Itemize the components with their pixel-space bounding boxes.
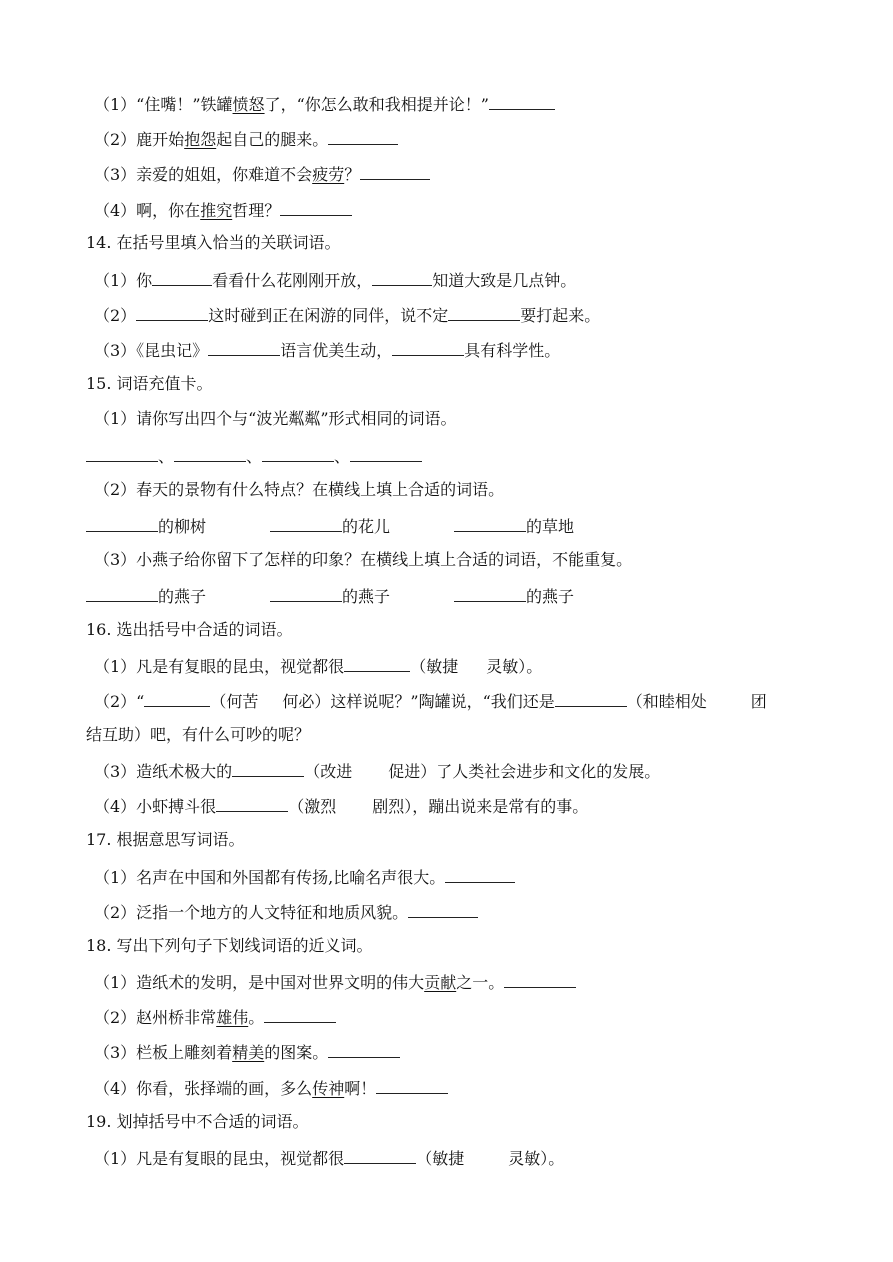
q16-item-2-text: （2）“ bbox=[94, 692, 145, 711]
q14-item-2-text-2: 这时碰到正在闲游的同伴，说不定 bbox=[208, 306, 449, 325]
q13-item-3-blank[interactable] bbox=[360, 162, 430, 180]
q17-title: 17. 根据意思写词语。 bbox=[86, 830, 245, 849]
q15-item-3-blank-1[interactable] bbox=[86, 584, 158, 602]
q15-item-2-blank-3[interactable] bbox=[454, 514, 526, 532]
q13-item-3 bbox=[94, 162, 430, 186]
q14-item-3-text-2: 语言优美生动， bbox=[280, 341, 393, 360]
q15-item-3-blank-3[interactable] bbox=[454, 584, 526, 602]
q14-item-1-blank-2[interactable] bbox=[372, 268, 432, 286]
q17-item-2-text: （2）泛指一个地方的人文特征和地质风貌。 bbox=[94, 903, 409, 922]
q13-item-4 bbox=[94, 198, 352, 222]
phrase: 的柳树 bbox=[158, 517, 207, 536]
q13-item-4-blank[interactable] bbox=[280, 198, 352, 216]
q18-item-2-text: （2）赵州桥非常 bbox=[94, 1008, 217, 1027]
q18-item-4-blank[interactable] bbox=[376, 1076, 448, 1094]
q16-item-2 bbox=[94, 689, 767, 713]
q14-title: 14. 在括号里填入恰当的关联词语。 bbox=[86, 233, 341, 252]
q14-item-3 bbox=[94, 338, 560, 362]
q18-item-4-text-end: 啊！ bbox=[344, 1079, 377, 1098]
q15-item-2-answers bbox=[86, 514, 574, 538]
option: （改进 bbox=[304, 762, 353, 781]
q15-item-3-blank-2[interactable] bbox=[270, 584, 342, 602]
option: 灵敏）。 bbox=[508, 1149, 565, 1168]
q13-item-1-underlined: 愤怒 bbox=[232, 95, 265, 114]
q18-item-1 bbox=[94, 970, 576, 994]
q13-item-2-underlined: 抱怨 bbox=[184, 130, 217, 149]
q15-item-3-answers bbox=[86, 584, 574, 608]
q14-item-3-text: （3）《昆虫记》 bbox=[94, 341, 209, 360]
q15-answer-blank-1[interactable] bbox=[86, 444, 158, 462]
phrase: 的燕子 bbox=[526, 587, 575, 606]
q16-item-2-blank-1[interactable] bbox=[144, 689, 210, 707]
q15-item-3: （3）小燕子给你留下了怎样的印象？在横线上填上合适的词语，不能重复。 bbox=[94, 550, 633, 569]
q14-item-1 bbox=[94, 268, 576, 292]
q16-item-3 bbox=[94, 759, 660, 783]
q18-item-2-blank[interactable] bbox=[264, 1005, 336, 1023]
q13-item-2-blank[interactable] bbox=[328, 127, 398, 145]
q13-item-3-underlined: 疲劳 bbox=[312, 165, 345, 184]
q18-item-1-text-end: 之一。 bbox=[456, 973, 505, 992]
q13-item-4-underlined: 推究 bbox=[200, 201, 233, 220]
option: （敏捷 bbox=[416, 1149, 465, 1168]
q18-item-3-blank[interactable] bbox=[328, 1040, 400, 1058]
q16-item-2-blank-2[interactable] bbox=[555, 689, 627, 707]
q13-item-1-text-end: 了，“你怎么敢和我相提并论！” bbox=[264, 95, 489, 114]
q18-item-4-underlined: 传神 bbox=[312, 1079, 345, 1098]
q14-item-3-blank-1[interactable] bbox=[208, 338, 280, 356]
q16-item-1 bbox=[94, 654, 542, 678]
q14-item-3-text-3: 具有科学性。 bbox=[464, 341, 561, 360]
q15-title: 15. 词语充值卡。 bbox=[86, 374, 213, 393]
q19-title: 19. 划掉括号中不合适的词语。 bbox=[86, 1112, 309, 1131]
q18-item-4-text: （4）你看，张择端的画，多么 bbox=[94, 1079, 313, 1098]
q17-item-2 bbox=[94, 900, 478, 924]
q14-item-1-blank-1[interactable] bbox=[152, 268, 212, 286]
phrase: 的草地 bbox=[526, 517, 575, 536]
q13-item-1-blank[interactable] bbox=[489, 92, 555, 110]
q15-item-2-blank-2[interactable] bbox=[270, 514, 342, 532]
q18-item-3-text: （3）栏板上雕刻着 bbox=[94, 1043, 233, 1062]
option: 剧烈），蹦出说来是常有的事。 bbox=[372, 797, 589, 816]
separator: 、 bbox=[334, 447, 351, 466]
q14-item-1-text-2: 看看什么花刚刚开放， bbox=[212, 271, 373, 290]
q18-item-2-underlined: 雄伟 bbox=[216, 1008, 249, 1027]
q13-item-3-text-end: ？ bbox=[344, 165, 361, 184]
q16-item-1-text: （1）凡是有复眼的昆虫，视觉都很 bbox=[94, 657, 345, 676]
q19-item-1-blank[interactable] bbox=[344, 1146, 416, 1164]
q13-item-4-text: （4）啊，你在 bbox=[94, 201, 201, 220]
option: 促进）了人类社会进步和文化的发展。 bbox=[388, 762, 661, 781]
q14-item-3-blank-2[interactable] bbox=[392, 338, 464, 356]
q13-item-2-text: （2）鹿开始 bbox=[94, 130, 185, 149]
q14-item-2-text-3: 要打起来。 bbox=[520, 306, 601, 325]
q19-item-1-text: （1）凡是有复眼的昆虫，视觉都很 bbox=[94, 1149, 345, 1168]
q18-item-1-text: （1）造纸术的发明，是中国对世界文明的伟大 bbox=[94, 973, 425, 992]
q19-item-1 bbox=[94, 1146, 564, 1170]
option: （激烈 bbox=[288, 797, 337, 816]
q15-item-1: （1）请你写出四个与“波光粼粼”形式相同的词语。 bbox=[94, 409, 457, 428]
option: （何苦 bbox=[210, 692, 259, 711]
q18-item-3 bbox=[94, 1040, 400, 1064]
q15-answer-blank-4[interactable] bbox=[350, 444, 422, 462]
separator: 、 bbox=[246, 447, 263, 466]
q16-item-1-blank[interactable] bbox=[344, 654, 410, 672]
phrase: 的燕子 bbox=[158, 587, 207, 606]
q18-item-3-text-end: 的图案。 bbox=[264, 1043, 329, 1062]
q18-item-3-underlined: 精美 bbox=[232, 1043, 265, 1062]
q16-item-4-blank[interactable] bbox=[216, 794, 288, 812]
q18-item-2-text-end: 。 bbox=[248, 1008, 265, 1027]
q15-answer-blank-3[interactable] bbox=[262, 444, 334, 462]
q16-item-3-blank[interactable] bbox=[232, 759, 304, 777]
phrase: 的花儿 bbox=[342, 517, 391, 536]
q14-item-1-text: （1）你 bbox=[94, 271, 153, 290]
q13-item-2-text-end: 起自己的腿来。 bbox=[216, 130, 329, 149]
q16-item-4-text: （4）小虾搏斗很 bbox=[94, 797, 217, 816]
q13-item-1-text: （1）“住嘴！”铁罐 bbox=[94, 95, 233, 114]
q16-item-3-text: （3）造纸术极大的 bbox=[94, 762, 233, 781]
separator: 、 bbox=[158, 447, 175, 466]
option: （敏捷 bbox=[410, 657, 459, 676]
q18-item-2 bbox=[94, 1005, 336, 1029]
q14-item-2-blank-1[interactable] bbox=[136, 303, 208, 321]
q15-item-2: （2）春天的景物有什么特点？在横线上填上合适的词语。 bbox=[94, 480, 505, 499]
q17-item-1-text: （1）名声在中国和外国都有传扬,比喻名声很大。 bbox=[94, 868, 446, 887]
q14-item-2-blank-2[interactable] bbox=[448, 303, 520, 321]
q13-item-2 bbox=[94, 127, 398, 151]
q14-item-2 bbox=[94, 303, 600, 327]
q15-answer-blank-2[interactable] bbox=[174, 444, 246, 462]
q13-item-3-text: （3）亲爱的姐姐，你难道不会 bbox=[94, 165, 313, 184]
phrase: 的燕子 bbox=[342, 587, 391, 606]
q17-item-1-blank[interactable] bbox=[445, 865, 515, 883]
q18-title: 18. 写出下列句子下划线词语的近义词。 bbox=[86, 936, 373, 955]
option: 何必）这样说呢？”陶罐说，“我们还是 bbox=[282, 692, 555, 711]
q17-item-1 bbox=[94, 865, 515, 889]
option: 灵敏）。 bbox=[486, 657, 543, 676]
q13-item-1 bbox=[94, 92, 555, 116]
q18-item-1-blank[interactable] bbox=[504, 970, 576, 988]
q14-item-1-text-3: 知道大致是几点钟。 bbox=[432, 271, 577, 290]
q16-title: 16. 选出括号中合适的词语。 bbox=[86, 620, 293, 639]
q15-item-2-blank-1[interactable] bbox=[86, 514, 158, 532]
q14-item-2-text: （2） bbox=[94, 306, 137, 325]
q16-item-2-continued: 结互助）吧，有什么可吵的呢？ bbox=[86, 725, 311, 744]
q16-item-4 bbox=[94, 794, 588, 818]
q15-item-1-answers bbox=[86, 444, 422, 468]
option: 团 bbox=[750, 692, 767, 711]
q13-item-4-text-end: 哲理？ bbox=[232, 201, 281, 220]
option: （和睦相处 bbox=[626, 692, 707, 711]
q17-item-2-blank[interactable] bbox=[408, 900, 478, 918]
q18-item-1-underlined: 贡献 bbox=[424, 973, 457, 992]
q18-item-4 bbox=[94, 1076, 448, 1100]
